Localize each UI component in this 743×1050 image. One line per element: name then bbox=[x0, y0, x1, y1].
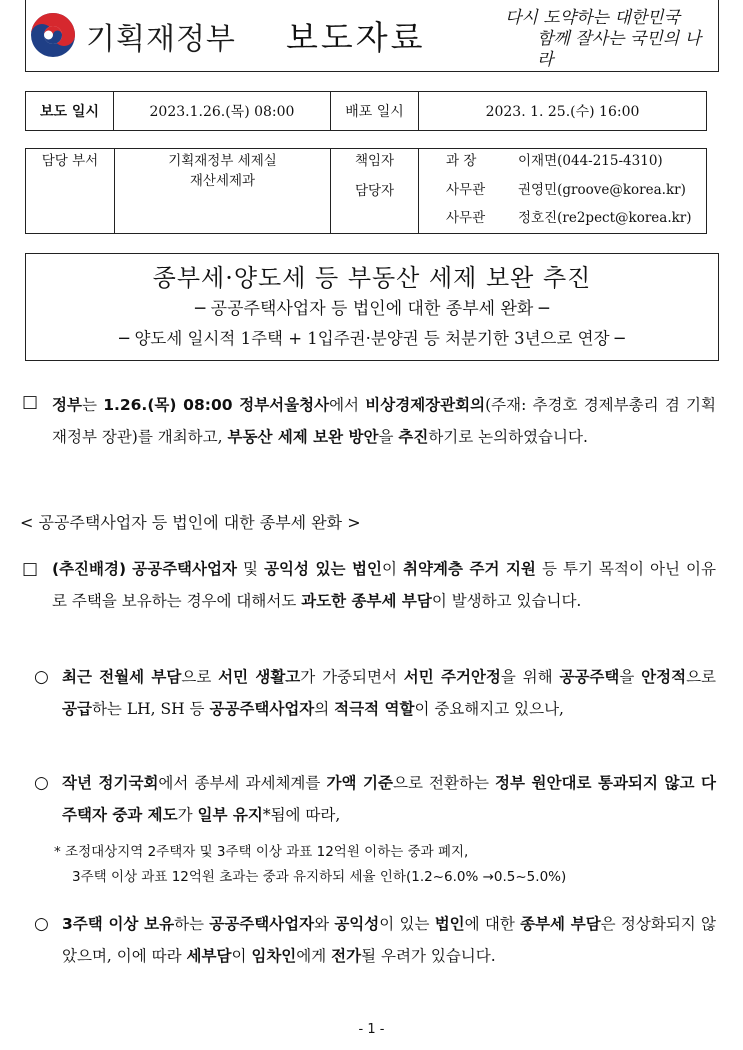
paragraph-legislation: 작년 정기국회에서 종부세 과세체계를 가액 기준으로 전환하는 정부 원안대로 통과되지 않고 다주택자 중과 제도가 일부 유지*됨에 따라, bbox=[62, 774, 716, 824]
department-name-line-1: 기획재정부 세제실 bbox=[168, 153, 277, 169]
ministry-name: 기획재정부 bbox=[86, 22, 236, 57]
contact-info: 권영민(groove@korea.kr) bbox=[518, 182, 686, 198]
subtitle-1: ─ 공공주택사업자 등 법인에 대한 종부세 완화 ─ bbox=[195, 299, 549, 319]
paragraph-intro: 정부는 1.26.(목) 08:00 정부서울청사에서 비상경제장관회의(주재: 추경호 경제부총리 겸 기획재정부 장관)를 개최하고, 부동산 세제 보완 방안을 추진하기로 논의하였습니다. bbox=[52, 396, 716, 446]
staff-label: 담당자 bbox=[354, 183, 395, 199]
distribution-date-label: 배포 일시 bbox=[330, 91, 419, 131]
department-label: 담당 부서 bbox=[41, 153, 99, 169]
section-heading: < 공공주택사업자 등 법인에 대한 종부세 완화 > bbox=[20, 513, 361, 532]
government-emblem-icon bbox=[30, 12, 76, 58]
department-name-line-2: 재산세제과 bbox=[189, 173, 256, 189]
slogan bbox=[497, 8, 713, 71]
report-date-value: 2023.1.26.(목) 08:00 bbox=[113, 91, 331, 131]
contact-info: 이재면(044-215-4310) bbox=[518, 153, 663, 169]
subtitle-2: ─ 양도세 일시적 1주택 + 1입주권·분양권 등 처분기한 3년으로 연장 ─ bbox=[119, 329, 625, 348]
main-title: 종부세·양도세 등 부동산 세제 보완 추진 bbox=[152, 264, 592, 292]
slogan-line-1: 다시 도약하는 대한민국 bbox=[505, 8, 681, 28]
paragraph-background: (추진배경) 공공주택사업자 및 공익성 있는 법인이 취약계층 주거 지원 등 투기 목적이 아닌 이유로 주택을 보유하는 경우에 대해서도 과도한 종부세 부담이 발생하고 있습니다. bbox=[52, 560, 716, 610]
square-bullet-icon: □ bbox=[22, 559, 39, 579]
circle-bullet-icon: ○ bbox=[34, 914, 49, 934]
page-number: - 1 - bbox=[358, 1022, 385, 1037]
paragraph-tax-burden: 3주택 이상 보유하는 공공주택사업자와 공익성이 있는 법인에 대한 종부세 부담은 정상화되지 않았으며, 이에 따라 세부담이 임차인에게 전가될 우려가 있습니다. bbox=[62, 915, 716, 965]
circle-bullet-icon: ○ bbox=[34, 667, 49, 687]
distribution-date-value: 2023. 1. 25.(수) 16:00 bbox=[418, 91, 707, 131]
contact-role: 사무관 bbox=[446, 182, 486, 198]
contact-role: 사무관 bbox=[446, 210, 486, 226]
slogan-line-2: 함께 잘사는 국민의 나라 bbox=[537, 29, 702, 70]
square-bullet-icon: □ bbox=[22, 392, 39, 412]
contact-info: 정호진(re2pect@korea.kr) bbox=[518, 210, 692, 226]
report-date-label: 보도 일시 bbox=[25, 91, 114, 131]
manager-label: 책임자 bbox=[354, 153, 395, 169]
divider bbox=[418, 148, 419, 234]
paragraph-rent-burden: 최근 전월세 부담으로 서민 생활고가 가중되면서 서민 주거안정을 위해 공공주택을 안정적으로 공급하는 LH, SH 등 공공주택사업자의 적극적 역할이 중요해지고 있으나, bbox=[62, 668, 717, 718]
document-type-title: 보도자료 bbox=[286, 18, 426, 57]
contact-role: 과 장 bbox=[446, 153, 477, 169]
circle-bullet-icon: ○ bbox=[34, 773, 49, 793]
footnote-line-1: * 조정대상지역 2주택자 및 3주택 이상 과표 12억원 이하는 중과 폐지, bbox=[54, 844, 469, 860]
footnote-line-2: 3주택 이상 과표 12억원 초과는 중과 유지하되 세율 인하(1.2~6.0% →0.5~5.0%) bbox=[72, 869, 567, 885]
